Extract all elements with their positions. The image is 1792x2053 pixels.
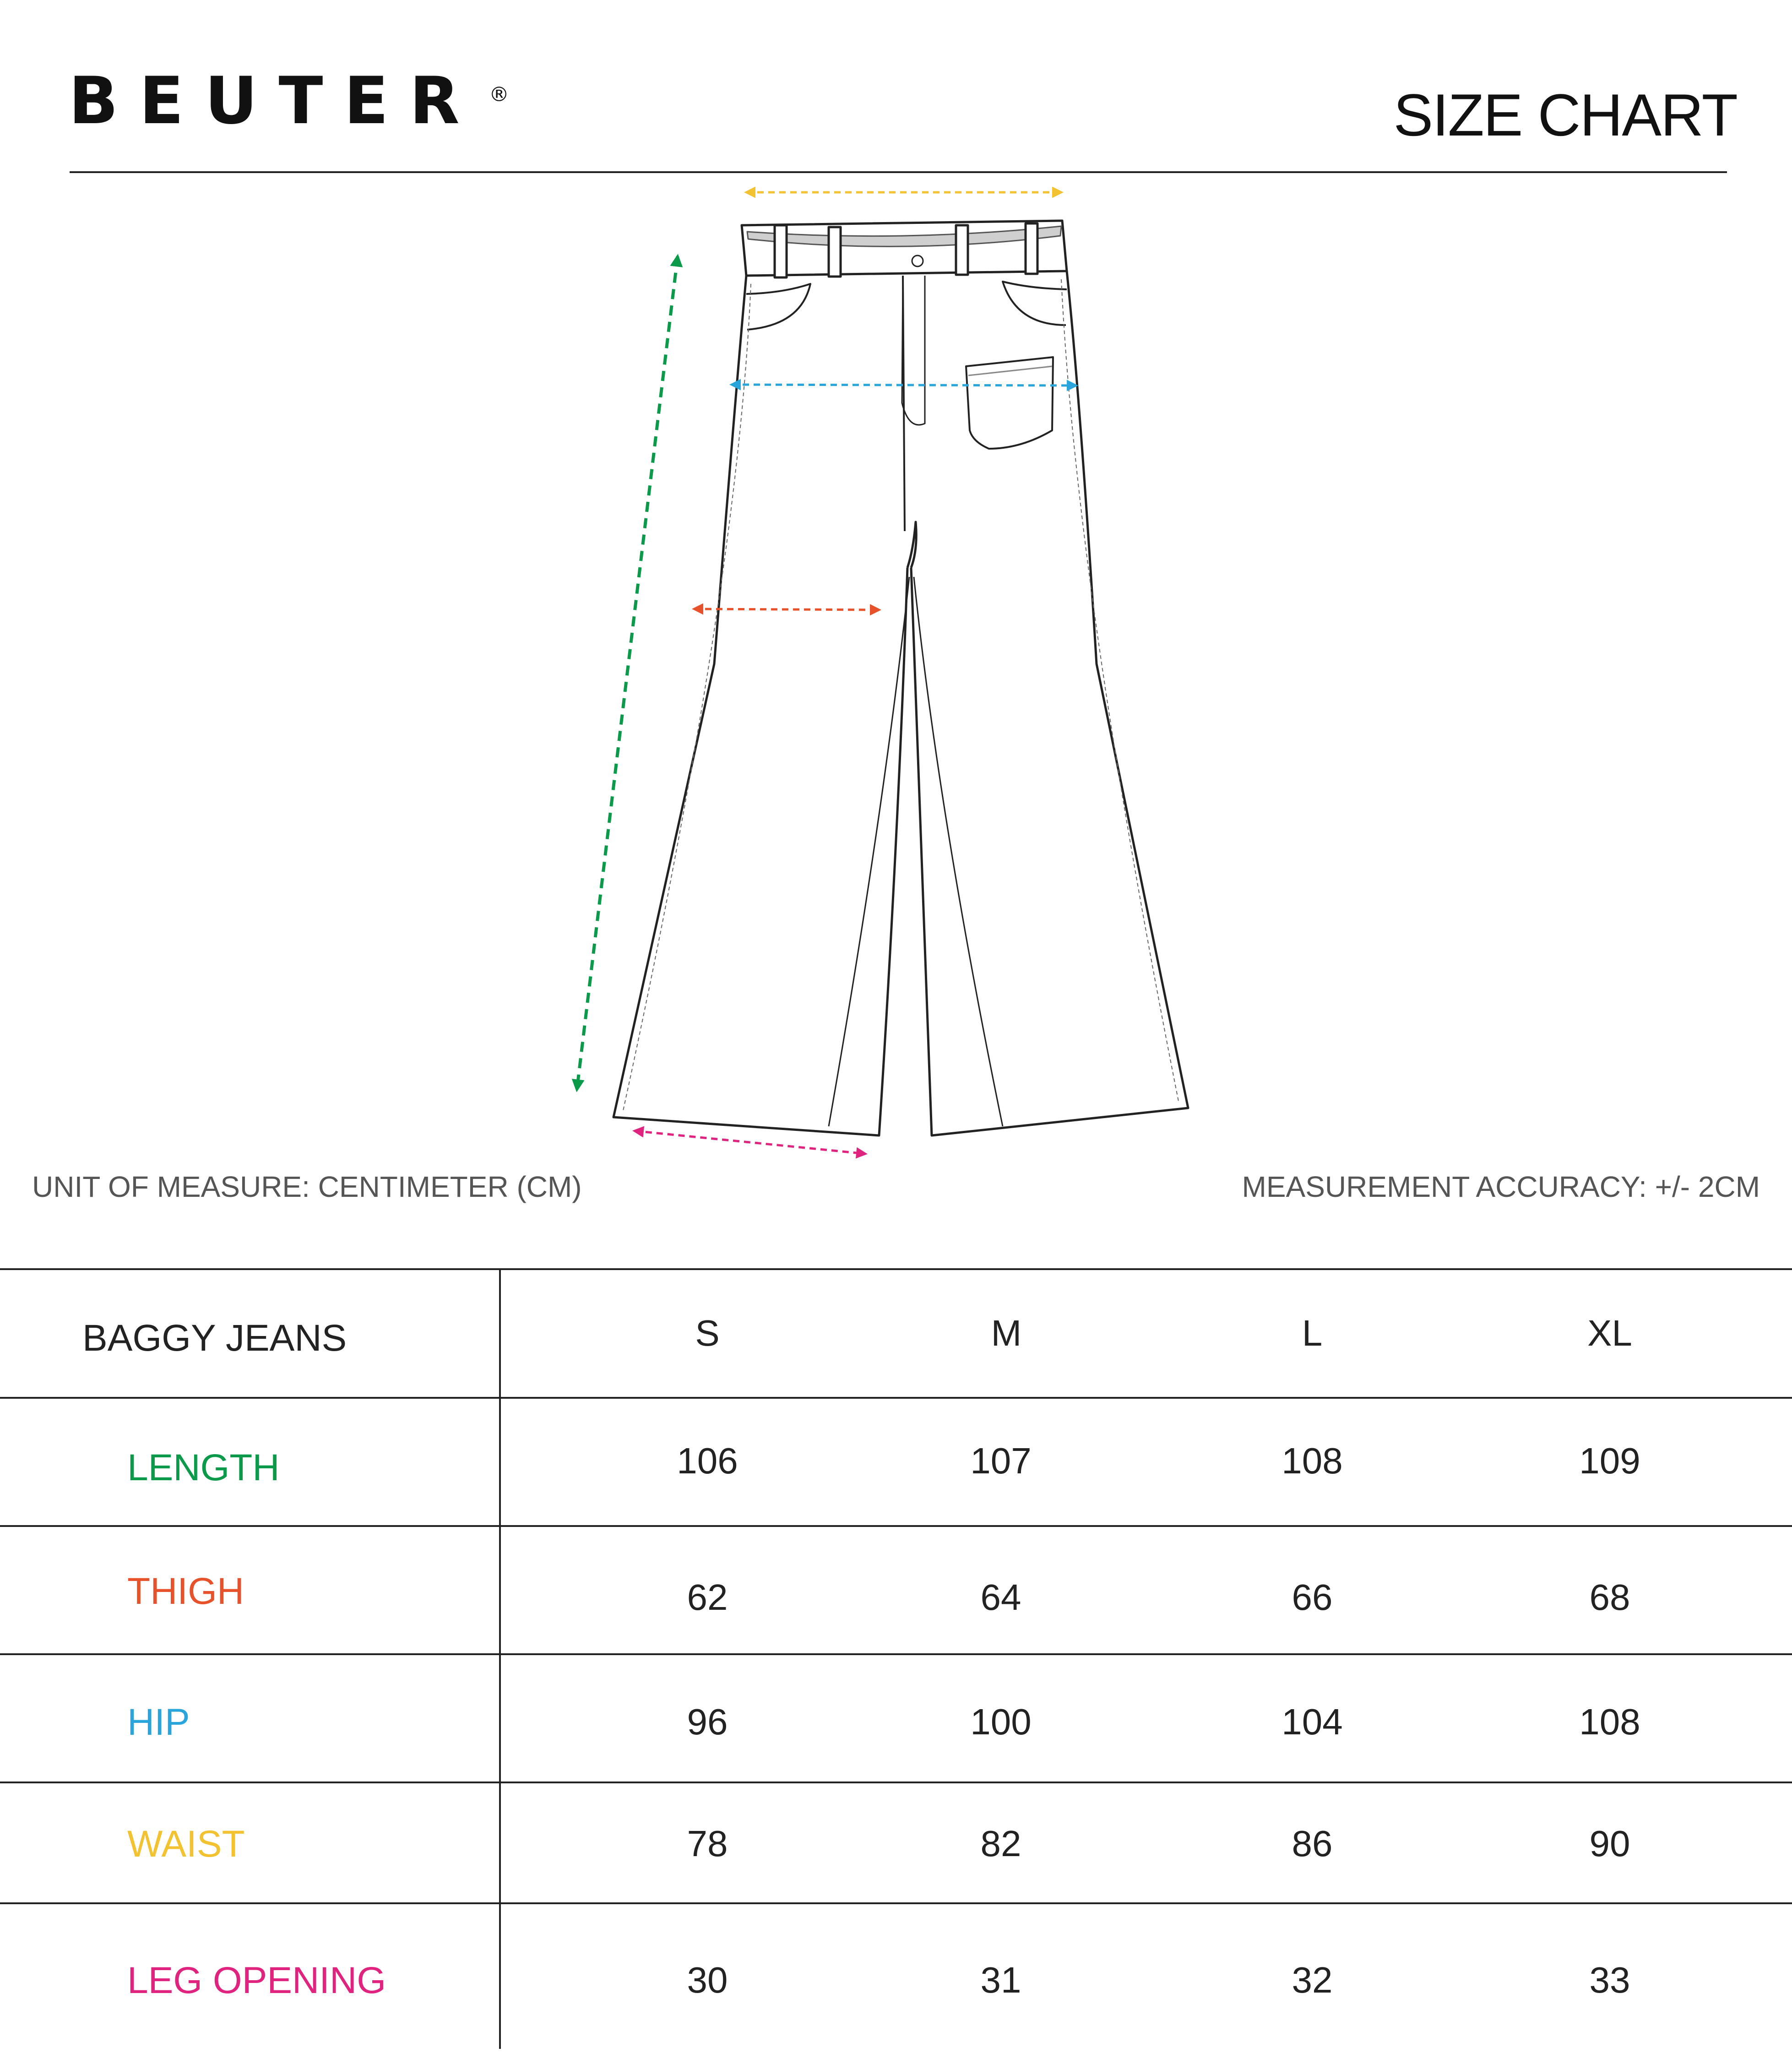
jeans-outline — [614, 221, 1188, 1135]
waist-l-value: 86 — [1292, 1823, 1333, 1864]
row-label-thigh: THIGH — [127, 1570, 244, 1612]
table-row-waist — [0, 1781, 1792, 1902]
leg-opening-xl-value: 33 — [1589, 1960, 1630, 2000]
length-s-value: 106 — [677, 1440, 738, 1481]
hip-xl-value: 108 — [1579, 1701, 1640, 1742]
length-xl-value: 109 — [1579, 1440, 1640, 1481]
row-label-length: LENGTH — [127, 1447, 280, 1488]
table-row-leg-opening — [0, 1902, 1792, 2049]
row-label-hip: HIP — [127, 1701, 190, 1743]
length-measure-arrow — [577, 256, 678, 1090]
table-row-length — [0, 1397, 1792, 1525]
leg-opening-l-value: 32 — [1292, 1960, 1333, 2000]
leg-opening-measure-arrow — [635, 1131, 865, 1154]
jeans-diagram — [527, 174, 1259, 1181]
product-name: BAGGY JEANS — [82, 1317, 347, 1359]
unit-of-measure-note: UNIT OF MEASURE: CENTIMETER (CM) — [32, 1170, 582, 1203]
size-header-m: M — [991, 1313, 1022, 1353]
registered-mark: ® — [489, 83, 509, 106]
row-label-leg-opening: LEG OPENING — [127, 1960, 386, 2001]
hip-m-value: 100 — [970, 1701, 1032, 1742]
hip-s-value: 96 — [687, 1701, 728, 1742]
thigh-measure-arrow — [694, 609, 879, 610]
thigh-m-value: 64 — [980, 1577, 1021, 1618]
hip-l-value: 104 — [1282, 1701, 1343, 1742]
header-divider — [70, 171, 1727, 173]
size-header-l: L — [1302, 1313, 1323, 1353]
thigh-xl-value: 68 — [1589, 1577, 1630, 1618]
length-m-value: 107 — [970, 1440, 1032, 1481]
table-header-row — [0, 1268, 1792, 1397]
waist-s-value: 78 — [687, 1823, 728, 1864]
size-header-xl: XL — [1587, 1313, 1632, 1353]
row-label-waist: WAIST — [127, 1823, 245, 1865]
length-l-value: 108 — [1282, 1440, 1343, 1481]
leg-opening-m-value: 31 — [980, 1960, 1021, 2000]
table-row-hip — [0, 1653, 1792, 1781]
size-table — [0, 1268, 1792, 2049]
brand-logo: BEUTER — [69, 63, 481, 139]
thigh-l-value: 66 — [1292, 1577, 1333, 1618]
waist-xl-value: 90 — [1589, 1823, 1630, 1864]
table-row-thigh — [0, 1525, 1792, 1653]
measurement-accuracy-note: MEASUREMENT ACCURACY: +/- 2CM — [1242, 1170, 1760, 1203]
size-header-s: S — [695, 1313, 720, 1353]
waist-m-value: 82 — [980, 1823, 1021, 1864]
page-title: SIZE CHART — [1393, 81, 1737, 148]
thigh-s-value: 62 — [687, 1577, 728, 1618]
leg-opening-s-value: 30 — [687, 1960, 728, 2000]
